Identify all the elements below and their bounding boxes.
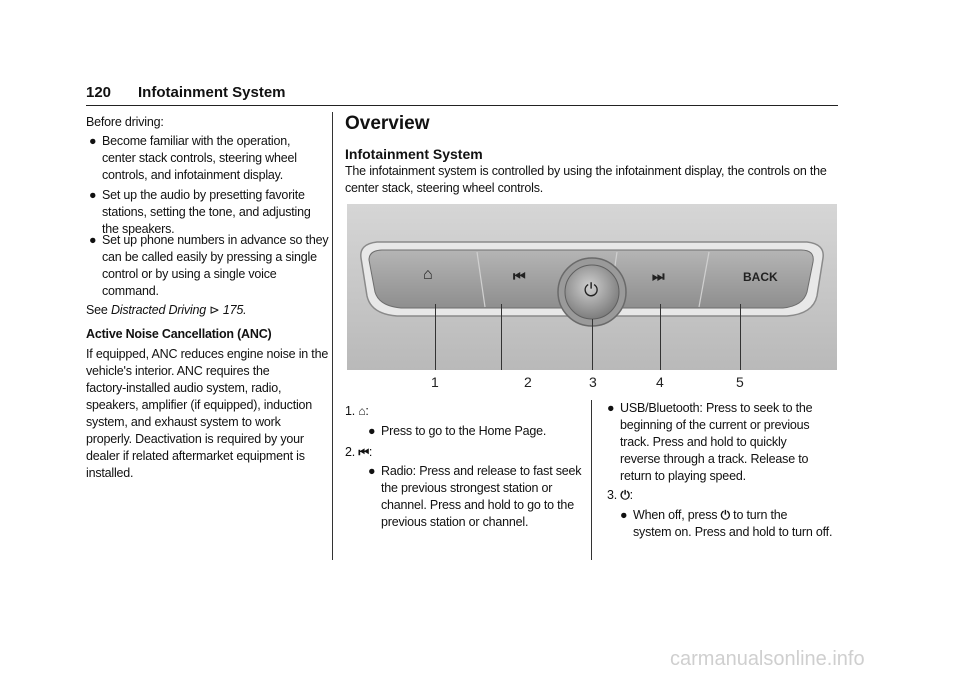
page-number: 120 <box>86 84 112 101</box>
item-3-bullet-line-2: system on. Press and hold to turn off. <box>633 525 833 539</box>
anc-line-4: speakers, amplifier (if equipped), induction <box>86 398 313 412</box>
item-1-number: 1. <box>345 404 356 418</box>
item-2-bullet-line-1: Radio: Press and release to fast seek <box>381 464 582 478</box>
item-3-number: 3. <box>607 488 618 502</box>
item-2b-line-3: track. Press and hold to quickly <box>620 435 787 449</box>
power-icon: ⏻ <box>620 488 630 502</box>
item-2-bullet-line-3: channel. Press and hold to go to the <box>381 498 574 512</box>
anc-heading: Active Noise Cancellation (ANC) <box>86 327 272 341</box>
bullet-3-line-2: can be called easily by pressing a single <box>102 250 317 264</box>
back-button-label[interactable]: BACK <box>743 270 778 284</box>
bullet-3-line-1: Set up phone numbers in advance so they <box>102 233 329 247</box>
callout-3: 3 <box>589 374 597 390</box>
bullet-1-line-1: Become familiar with the operation, <box>102 134 291 148</box>
item-2-number: 2. <box>345 445 356 459</box>
intro-line-2: center stack, steering wheel controls. <box>345 181 544 195</box>
anc-line-2: vehicle's interior. ANC requires the <box>86 364 270 378</box>
item-1-label: 1. ⌂: <box>345 404 369 418</box>
leader-line-3 <box>592 319 593 370</box>
see-page[interactable]: 175. <box>222 303 247 317</box>
item-3-text-b: to turn the <box>733 508 788 522</box>
item-2b-line-2: beginning of the current or previous <box>620 418 810 432</box>
page-header <box>86 84 838 106</box>
item-1-bullet: Press to go to the Home Page. <box>381 424 547 438</box>
anc-line-8: installed. <box>86 466 134 480</box>
power-icon[interactable]: ⏻ <box>584 280 599 300</box>
leader-line-4 <box>660 304 661 370</box>
watermark: carmanualsonline.info <box>670 648 865 670</box>
bullet-2-line-2: stations, setting the tone, and adjusting <box>102 205 311 219</box>
bullet-dot: ● <box>620 508 628 522</box>
seek-forward-icon[interactable]: ⏭ <box>652 268 665 284</box>
item-3-bullet-line-1 <box>633 507 787 524</box>
bullet-1-line-2: center stack controls, steering wheel <box>102 151 297 165</box>
power-icon: ⏻ <box>720 508 730 522</box>
center-stack-controls-photo <box>347 204 837 370</box>
callout-numbers <box>347 370 837 394</box>
seek-back-icon: ⏮ <box>358 445 369 459</box>
bullet-2-line-3: the speakers. <box>102 222 175 236</box>
see-ref-link[interactable]: Distracted Driving <box>110 303 206 317</box>
column-divider-right <box>591 400 592 560</box>
leader-line-1 <box>435 304 436 370</box>
before-driving-label: Before driving: <box>86 115 164 129</box>
bullet-2-line-1: Set up the audio by presetting favorite <box>102 188 305 202</box>
item-3-text-a: When off, press <box>633 508 718 522</box>
home-icon[interactable]: ⌂ <box>423 266 433 283</box>
bullet-3-line-4: command. <box>102 284 159 298</box>
bullet-3-line-3: control or by using a single voice <box>102 267 277 281</box>
see-reference <box>86 302 246 319</box>
item-2-label: 2. ⏮: <box>345 445 373 459</box>
see-prefix: See <box>86 303 108 317</box>
intro-line-1: The infotainment system is controlled by using the infotainment display, the controls on the <box>345 164 827 178</box>
leader-line-5 <box>740 304 741 370</box>
infotainment-heading: Infotainment System <box>345 146 483 162</box>
section-title: Infotainment System <box>138 84 286 101</box>
bullet-dot: ● <box>89 134 97 148</box>
bullet-1-line-3: controls, and infotainment display. <box>102 168 284 182</box>
leader-line-2 <box>501 304 502 370</box>
item-3-label: 3. ⏻: <box>607 488 633 502</box>
anc-line-5: system, and exhaust system to work <box>86 415 281 429</box>
callout-5: 5 <box>736 374 744 390</box>
bullet-dot: ● <box>89 188 97 202</box>
item-2b-line-1: USB/Bluetooth: Press to seek to the <box>620 401 813 415</box>
overview-title: Overview <box>345 113 430 134</box>
anc-line-1: If equipped, ANC reduces engine noise in the <box>86 347 329 361</box>
bullet-dot: ● <box>89 233 97 247</box>
home-icon: ⌂ <box>358 404 366 418</box>
callout-2: 2 <box>524 374 532 390</box>
anc-line-6: properly. Deactivation is required by your <box>86 432 304 446</box>
anc-line-7: dealer if related aftermarket equipment is <box>86 449 305 463</box>
callout-4: 4 <box>656 374 664 390</box>
item-2-bullet-line-2: the previous strongest station or <box>381 481 553 495</box>
item-2b-line-4: reverse through a track. Release to <box>620 452 809 466</box>
bullet-dot: ● <box>368 464 376 478</box>
seek-back-icon[interactable]: ⏮ <box>513 268 526 284</box>
anc-line-3: factory-installed audio system, radio, <box>86 381 282 395</box>
item-2b-line-5: return to playing speed. <box>620 469 746 483</box>
item-2-bullet-line-4: previous station or channel. <box>381 515 529 529</box>
callout-1: 1 <box>431 374 439 390</box>
bullet-dot: ● <box>607 401 615 415</box>
column-divider-left-full <box>332 112 333 560</box>
bullet-dot: ● <box>368 424 376 438</box>
page-ref-icon: ⊳ <box>209 303 220 317</box>
